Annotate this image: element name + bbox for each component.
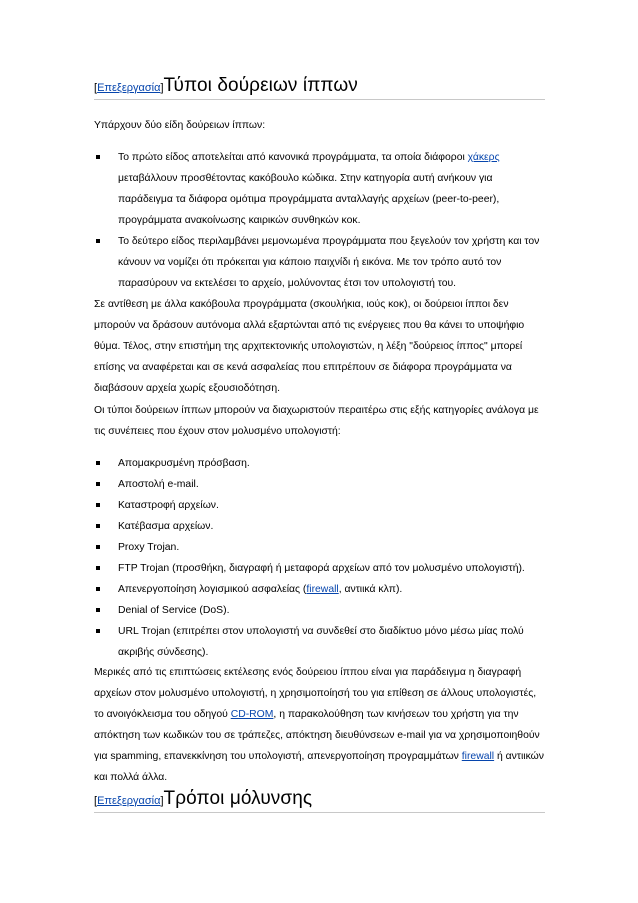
list-item bbox=[94, 147, 545, 231]
item-text: URL Trojan (επιτρέπει στον υπολογιστή να συνδεθεί στο διαδίκτυο μόνο μέσω μίας πολύ ακριβής σύνδεσης). bbox=[118, 626, 524, 658]
paragraph-text: ή αντιικών και πολλά άλλα. bbox=[94, 751, 544, 783]
types-list bbox=[94, 147, 545, 294]
list-item bbox=[94, 231, 545, 294]
list-item bbox=[94, 495, 545, 516]
bullet-icon bbox=[96, 482, 100, 486]
bullet-icon bbox=[96, 461, 100, 465]
item-text: μεταβάλλουν προσθέτοντας κακόβουλο κώδικα. Στην κατηγορία αυτή ανήκουν για παράδειγμα τα διάφορα ομότιμα προγράμματα ανταλλαγής αρχείων (peer-to-peer), προγράμματα ανακοίνωσης καιρικών συνθηκών κοκ. bbox=[118, 173, 500, 226]
firewall-link[interactable]: firewall bbox=[306, 584, 339, 595]
firewall-link[interactable]: firewall bbox=[461, 751, 495, 762]
item-text: Proxy Trojan. bbox=[118, 542, 180, 553]
section-heading-types bbox=[94, 75, 545, 100]
bullet-icon bbox=[96, 239, 100, 243]
item-text: Κατέβασμα αρχείων. bbox=[118, 521, 214, 532]
intro-paragraph: Υπάρχουν δύο είδη δούρειων ίππων: bbox=[94, 120, 266, 131]
cd-rom-link[interactable]: CD-ROM bbox=[230, 709, 274, 720]
bullet-icon bbox=[96, 629, 100, 633]
item-text: Απενεργοποίηση λογισμικού ασφαλείας ( bbox=[118, 584, 307, 595]
list-item bbox=[94, 558, 545, 579]
list-item bbox=[94, 537, 545, 558]
bracket-open: [ bbox=[94, 82, 98, 94]
list-item bbox=[94, 516, 545, 537]
bullet-icon bbox=[96, 545, 100, 549]
bracket-close: ] bbox=[160, 795, 164, 807]
list-item bbox=[94, 579, 545, 600]
list-item bbox=[94, 453, 545, 474]
item-text: Απομακρυσμένη πρόσβαση. bbox=[118, 458, 250, 469]
paragraph-text: Μερικές από τις επιπτώσεις εκτέλεσης ενός δούρειου ίππου είναι για παράδειγμα η διαγραφή αρχείων στον μολυσμένο υπολογιστή, η χρησιμοποίησή του για επίθεση σε άλλους υπολογιστές, το ανοιγόκλεισμα του οδηγού bbox=[94, 667, 537, 720]
section-title: Τύποι δούρειων ίππων bbox=[163, 75, 358, 96]
list-item bbox=[94, 600, 545, 621]
bullet-icon bbox=[96, 503, 100, 507]
bracket-close: ] bbox=[160, 82, 164, 94]
item-text: Καταστροφή αρχείων. bbox=[118, 500, 219, 511]
bullet-icon bbox=[96, 608, 100, 612]
bullet-icon bbox=[96, 566, 100, 570]
item-text: Αποστολή e-mail. bbox=[118, 479, 199, 490]
categories-intro-paragraph: Οι τύποι δούρειων ίππων μπορούν να διαχωριστούν περαιτέρω στις εξής κατηγορίες ανάλογα με τις συνέπειες που έχουν στον μολυσμένο υπολογιστή: bbox=[94, 405, 539, 437]
item-text: , αντιικά κλπ). bbox=[338, 584, 403, 595]
item-text: Το πρώτο είδος αποτελείται από κανονικά προγράμματα, τα οποία διάφοροι bbox=[118, 152, 468, 163]
section-heading-infection bbox=[94, 788, 545, 813]
edit-link-text[interactable]: Επεξεργασία bbox=[97, 82, 161, 94]
paragraph-text: , η παρακολούθηση των κινήσεων του χρήστη για την απόκτηση των κωδικών του σε τράπεζες, απόκτηση διευθύνσεων e-mail για να χρησιμοποιηθούν για spamming, επανεκκίνηση του υπολογιστή, απενεργοποίηση προγραμμάτων bbox=[94, 709, 540, 762]
edit-section-link[interactable] bbox=[94, 795, 164, 807]
item-text: Denial of Service (DoS). bbox=[118, 605, 230, 616]
bullet-icon bbox=[96, 587, 100, 591]
section-title: Τρόποι μόλυνσης bbox=[163, 788, 313, 809]
contrast-paragraph: Σε αντίθεση με άλλα κακόβουλα προγράμματα (σκουλήκια, ιούς κοκ), οι δούρειοι ίπποι δεν μπορούν να δράσουν αυτόνομα αλλά εξαρτώνται από τις ενέργειες που θα κάνει το υποψήφιο θύμα. Τέλος, στην επιστήμη της αρχιτεκτονικής υπολογιστών, η λέξη "δούρειος ίππος" μπορεί επίσης να αναφέρεται και σε κενά ασφαλείας που επιτρέπουν σε διάφορα προγράμματα να διαβάσουν αρχεία χωρίς εξουσιοδότηση. bbox=[94, 299, 525, 394]
list-item bbox=[94, 621, 545, 663]
edit-section-link[interactable] bbox=[94, 82, 164, 94]
bullet-icon bbox=[96, 155, 100, 159]
item-text: Το δεύτερο είδος περιλαμβάνει μεμονωμένα προγράμματα που ξεγελούν τον χρήστη και τον κάνουν να νομίζει ότι πρόκειται για κάποιο παιχνίδι ή εικόνα. Με τον τρόπο αυτό τον παρασύρουν να εκτελέσει το αρχείο, μολύνοντας έτσι τον υπολογιστή του. bbox=[118, 236, 540, 289]
categories-list bbox=[94, 453, 545, 663]
edit-link-text[interactable]: Επεξεργασία bbox=[97, 795, 161, 807]
hackers-link[interactable]: χάκερς bbox=[467, 152, 500, 163]
cases-paragraph bbox=[94, 662, 545, 788]
list-item bbox=[94, 474, 545, 495]
item-text: FTP Trojan (προσθήκη, διαγραφή ή μεταφορά αρχείων από τον μολυσμένο υπολογιστή). bbox=[118, 563, 525, 574]
bullet-icon bbox=[96, 524, 100, 528]
bracket-open: [ bbox=[94, 795, 98, 807]
